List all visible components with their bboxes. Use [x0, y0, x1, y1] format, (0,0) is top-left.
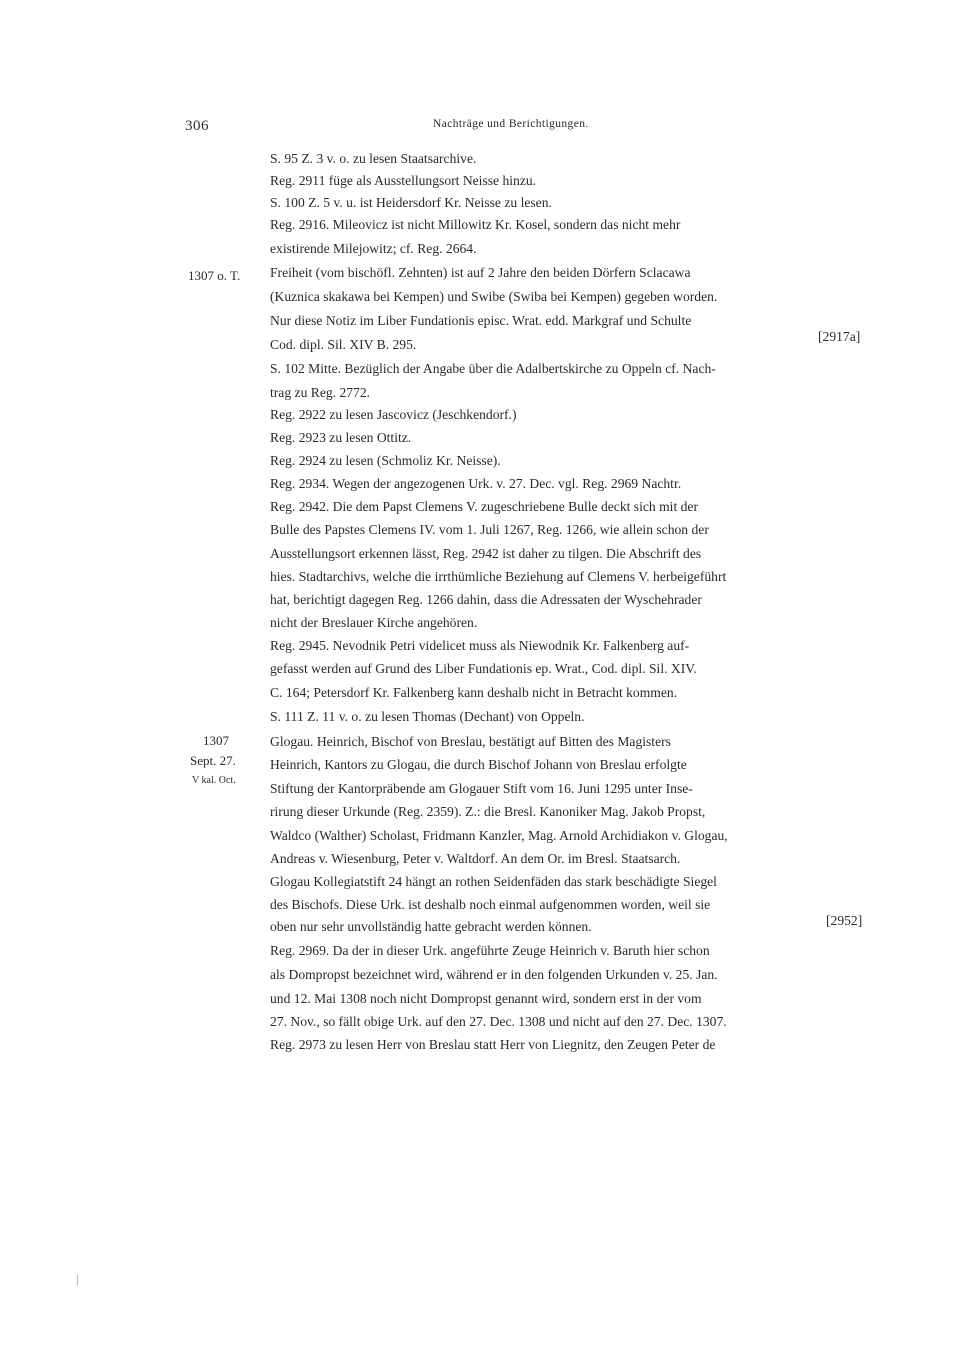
text-line: S. 95 Z. 3 v. o. zu lesen Staatsarchive. — [270, 151, 477, 166]
text-line: oben nur sehr unvollständig hatte gebracht werden können. — [270, 919, 592, 934]
text-line: rirung dieser Urkunde (Reg. 2359). Z.: die Bresl. Kanoniker Mag. Jakob Propst, — [270, 804, 706, 819]
text-line: S. 102 Mitte. Bezüglich der Angabe über die Adalbertskirche zu Oppeln cf. Nach- — [270, 361, 716, 376]
text-line: Bulle des Papstes Clemens IV. vom 1. Juli 1267, Reg. 1266, wie allein schon der — [270, 522, 709, 537]
text-line: Freiheit (vom bischöfl. Zehnten) ist auf 2 Jahre den beiden Dörfern Sclacawa — [270, 265, 691, 280]
text-line: Andreas v. Wiesenburg, Peter v. Waltdorf. An dem Or. im Bresl. Staatsarch. — [270, 851, 681, 866]
text-line: Cod. dipl. Sil. XIV B. 295. — [270, 337, 417, 352]
text-line: hies. Stadtarchivs, welche die irrthümliche Beziehung auf Clemens V. herbeigeführt — [270, 569, 727, 584]
scan-artifact: | — [76, 1272, 79, 1286]
text-line: Stiftung der Kantorpräbende am Glogauer Stift vom 16. Juni 1295 unter Inse- — [270, 781, 693, 796]
text-line: Reg. 2911 füge als Ausstellungsort Neisse hinzu. — [270, 173, 537, 188]
text-line: als Dompropst bezeichnet wird, während er in den folgenden Urkunden v. 25. Jan. — [270, 967, 718, 982]
text-line: Waldco (Walther) Scholast, Fridmann Kanzler, Mag. Arnold Archidiakon v. Glogau, — [270, 828, 728, 843]
text-line: Reg. 2942. Die dem Papst Clemens V. zugeschriebene Bulle deckt sich mit der — [270, 499, 698, 514]
running-title: Nachträge und Berichtigungen. — [433, 118, 589, 130]
text-line: Reg. 2922 zu lesen Jascovicz (Jeschkendorf.) — [270, 407, 517, 422]
text-line: S. 111 Z. 11 v. o. zu lesen Thomas (Dechant) von Oppeln. — [270, 709, 585, 724]
text-line: trag zu Reg. 2772. — [270, 385, 371, 400]
margin-year-1307: 1307 — [203, 733, 229, 748]
text-line: Reg. 2945. Nevodnik Petri videlicet muss als Niewodnik Kr. Falkenberg auf- — [270, 638, 690, 653]
text-line: C. 164; Petersdorf Kr. Falkenberg kann deshalb nicht in Betracht kommen. — [270, 685, 678, 700]
text-line: Reg. 2924 zu lesen (Schmoliz Kr. Neisse). — [270, 453, 501, 468]
margin-date-1307-ot: 1307 o. T. — [188, 268, 241, 283]
text-line: Nur diese Notiz im Liber Fundationis episc. Wrat. edd. Markgraf und Schulte — [270, 313, 692, 328]
reg-number-2917a: [2917a] — [818, 329, 861, 344]
text-line: gefasst werden auf Grund des Liber Fundationis ep. Wrat., Cod. dipl. Sil. XIV. — [270, 661, 697, 676]
margin-date-v-kal-oct: V kal. Oct. — [192, 775, 236, 786]
page-number: 306 — [185, 118, 209, 134]
text-line: 27. Nov., so fällt obige Urk. auf den 27. Dec. 1308 und nicht auf den 27. Dec. 1307. — [270, 1014, 727, 1029]
text-line: des Bischofs. Diese Urk. ist deshalb noch einmal aufgenommen worden, weil sie — [270, 897, 711, 912]
reg-number-2952: [2952] — [826, 913, 863, 928]
text-line: hat, berichtigt dagegen Reg. 1266 dahin, dass die Adressaten der Wyschehrader — [270, 592, 702, 607]
text-line: Reg. 2916. Mileovicz ist nicht Millowitz Kr. Kosel, sondern das nicht mehr — [270, 217, 681, 232]
text-line: Glogau Kollegiatstift 24 hängt an rothen Seidenfäden das stark beschädigte Siegel — [270, 874, 717, 889]
text-line: (Kuznica skakawa bei Kempen) und Swibe (Swiba bei Kempen) gegeben worden. — [270, 289, 718, 304]
text-line: Glogau. Heinrich, Bischof von Breslau, bestätigt auf Bitten des Magisters — [270, 734, 671, 749]
text-line: existirende Milejowitz; cf. Reg. 2664. — [270, 241, 477, 256]
text-line: Heinrich, Kantors zu Glogau, die durch Bischof Johann von Breslau erfolgte — [270, 757, 687, 772]
text-line: Reg. 2934. Wegen der angezogenen Urk. v. 27. Dec. vgl. Reg. 2969 Nachtr. — [270, 476, 682, 491]
text-line: Ausstellungsort erkennen lässt, Reg. 2942 ist daher zu tilgen. Die Abschrift des — [270, 546, 702, 561]
text-line: nicht der Breslauer Kirche angehören. — [270, 615, 478, 630]
text-line: Reg. 2923 zu lesen Ottitz. — [270, 430, 412, 445]
text-line: Reg. 2973 zu lesen Herr von Breslau statt Herr von Liegnitz, den Zeugen Peter de — [270, 1037, 716, 1052]
text-line: und 12. Mai 1308 noch nicht Dompropst genannt wird, sondern erst in der vom — [270, 991, 702, 1006]
margin-date-sept-27: Sept. 27. — [190, 753, 236, 768]
text-line: S. 100 Z. 5 v. u. ist Heidersdorf Kr. Neisse zu lesen. — [270, 195, 552, 210]
text-line: Reg. 2969. Da der in dieser Urk. angeführte Zeuge Heinrich v. Baruth hier schon — [270, 943, 710, 958]
